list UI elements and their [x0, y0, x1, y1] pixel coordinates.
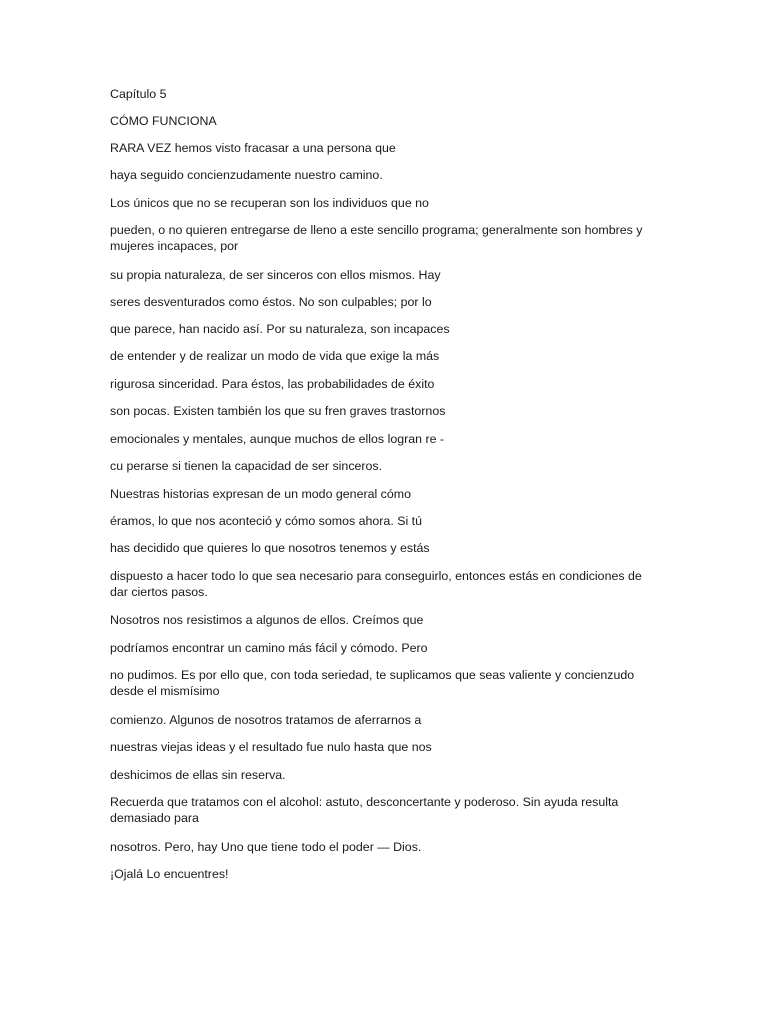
- paragraph: Nuestras historias expresan de un modo general cómo: [110, 487, 411, 501]
- paragraph: Recuerda que tratamos con el alcohol: astuto, desconcertante y poderoso. Sin ayuda resulta demasiado para: [110, 795, 619, 825]
- paragraph: nuestras viejas ideas y el resultado fue nulo hasta que nos: [110, 740, 432, 754]
- paragraph: deshicimos de ellas sin reserva.: [110, 768, 286, 782]
- paragraph: éramos, lo que nos aconteció y cómo somos ahora. Si tú: [110, 514, 422, 528]
- paragraph: seres desventurados como éstos. No son culpables; por lo: [110, 295, 432, 309]
- paragraph: dispuesto a hacer todo lo que sea necesario para conseguirlo, entonces estás en condiciones de dar ciertos pasos.: [110, 569, 642, 599]
- paragraph: comienzo. Algunos de nosotros tratamos de aferrarnos a: [110, 713, 422, 727]
- paragraph: Nosotros nos resistimos a algunos de ellos. Creímos que: [110, 613, 424, 627]
- paragraph: podríamos encontrar un camino más fácil y cómodo. Pero: [110, 641, 428, 655]
- paragraph: de entender y de realizar un modo de vida que exige la más: [110, 349, 440, 363]
- paragraph: son pocas. Existen también los que su fren graves trastornos: [110, 404, 446, 418]
- paragraph: no pudimos. Es por ello que, con toda seriedad, te suplicamos que seas valiente y concienzudo desde el mismísimo: [110, 668, 635, 698]
- paragraph: haya seguido concienzudamente nuestro camino.: [110, 168, 383, 182]
- paragraph: RARA VEZ hemos visto fracasar a una persona que: [110, 141, 396, 155]
- paragraph: has decidido que quieres lo que nosotros tenemos y estás: [110, 541, 430, 555]
- paragraph: pueden, o no quieren entregarse de lleno a este sencillo programa; generalmente son hombres y mujeres incapaces, por: [110, 223, 643, 253]
- paragraph: rigurosa sinceridad. Para éstos, las probabilidades de éxito: [110, 377, 435, 391]
- paragraph: cu perarse si tienen la capacidad de ser sinceros.: [110, 459, 383, 473]
- paragraph: su propia naturaleza, de ser sinceros con ellos mismos. Hay: [110, 268, 441, 282]
- paragraph: nosotros. Pero, hay Uno que tiene todo el poder — Dios.: [110, 840, 422, 854]
- paragraph: ¡Ojalá Lo encuentres!: [110, 867, 229, 881]
- chapter-title: CÓMO FUNCIONA: [110, 114, 217, 128]
- paragraph: Los únicos que no se recuperan son los individuos que no: [110, 196, 429, 210]
- chapter-label: Capítulo 5: [110, 87, 167, 101]
- paragraph: que parece, han nacido así. Por su naturaleza, son incapaces: [110, 322, 450, 336]
- paragraph: emocionales y mentales, aunque muchos de ellos logran re -: [110, 432, 445, 446]
